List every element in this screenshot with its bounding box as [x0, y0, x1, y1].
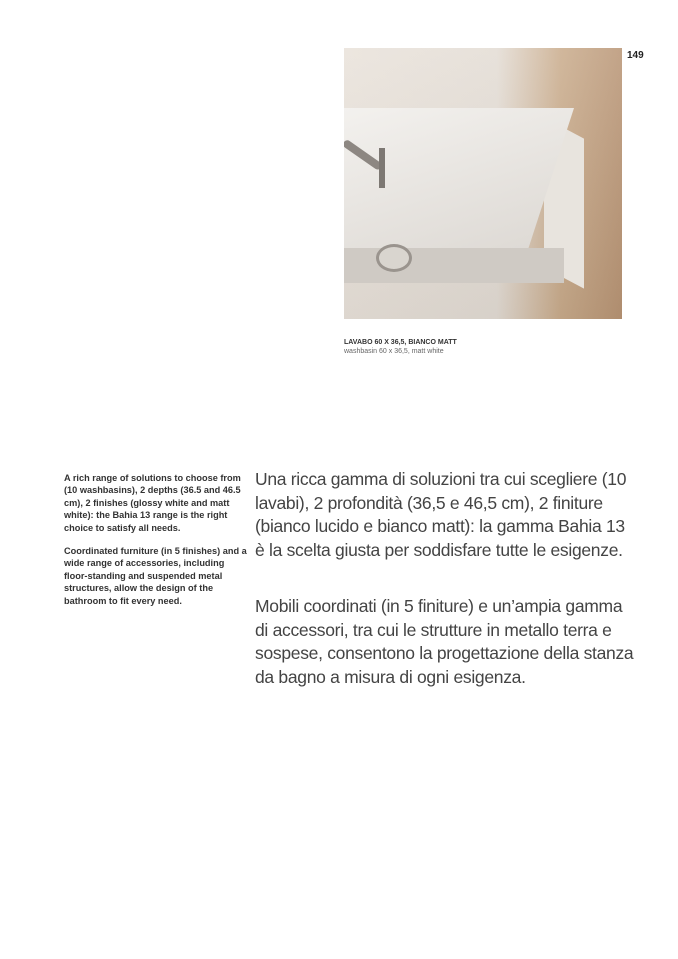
english-paragraph-1: A rich range of solutions to choose from (10 washbasins), 2 depths (36.5 and 46.5 cm), 2 finishes (glossy white and matt white): the Bahia 13 range is the right choice to satisfy all needs. [64, 473, 241, 533]
drain-icon [376, 244, 412, 272]
english-text-2 [64, 545, 249, 607]
italian-paragraph-1: Una ricca gamma di soluzioni tra cui scegliere (10 lavabi), 2 profondità (36,5 e 46,5 cm), 2 finiture (bianco lucido e bianco matt): la gamma Bahia 13 è la scelta giusta per soddisfare tutte le esigenze. [255, 469, 627, 560]
english-paragraph-2: Coordinated furniture (in 5 finishes) and a wide range of accessories, including floor-standing and suspended metal structures, allow the design of the bathroom to fit every need. [64, 546, 247, 606]
italian-text [255, 468, 635, 562]
photo-caption-title: LAVABO 60 X 36,5, BIANCO MATT [344, 339, 457, 346]
photo-caption-subtitle: washbasin 60 x 36,5, matt white [344, 348, 444, 355]
english-text [64, 472, 249, 534]
italian-paragraph-2: Mobili coordinati (in 5 finiture) e un’ampia gamma di accessori, tra cui le strutture in metallo terra e sospese, consentono la progettazione della stanza da bagno a misura di ogni esigenza. [255, 596, 634, 687]
washbasin-photo [344, 48, 622, 319]
page-number: 149 [627, 50, 644, 61]
italian-text-2 [255, 595, 635, 689]
